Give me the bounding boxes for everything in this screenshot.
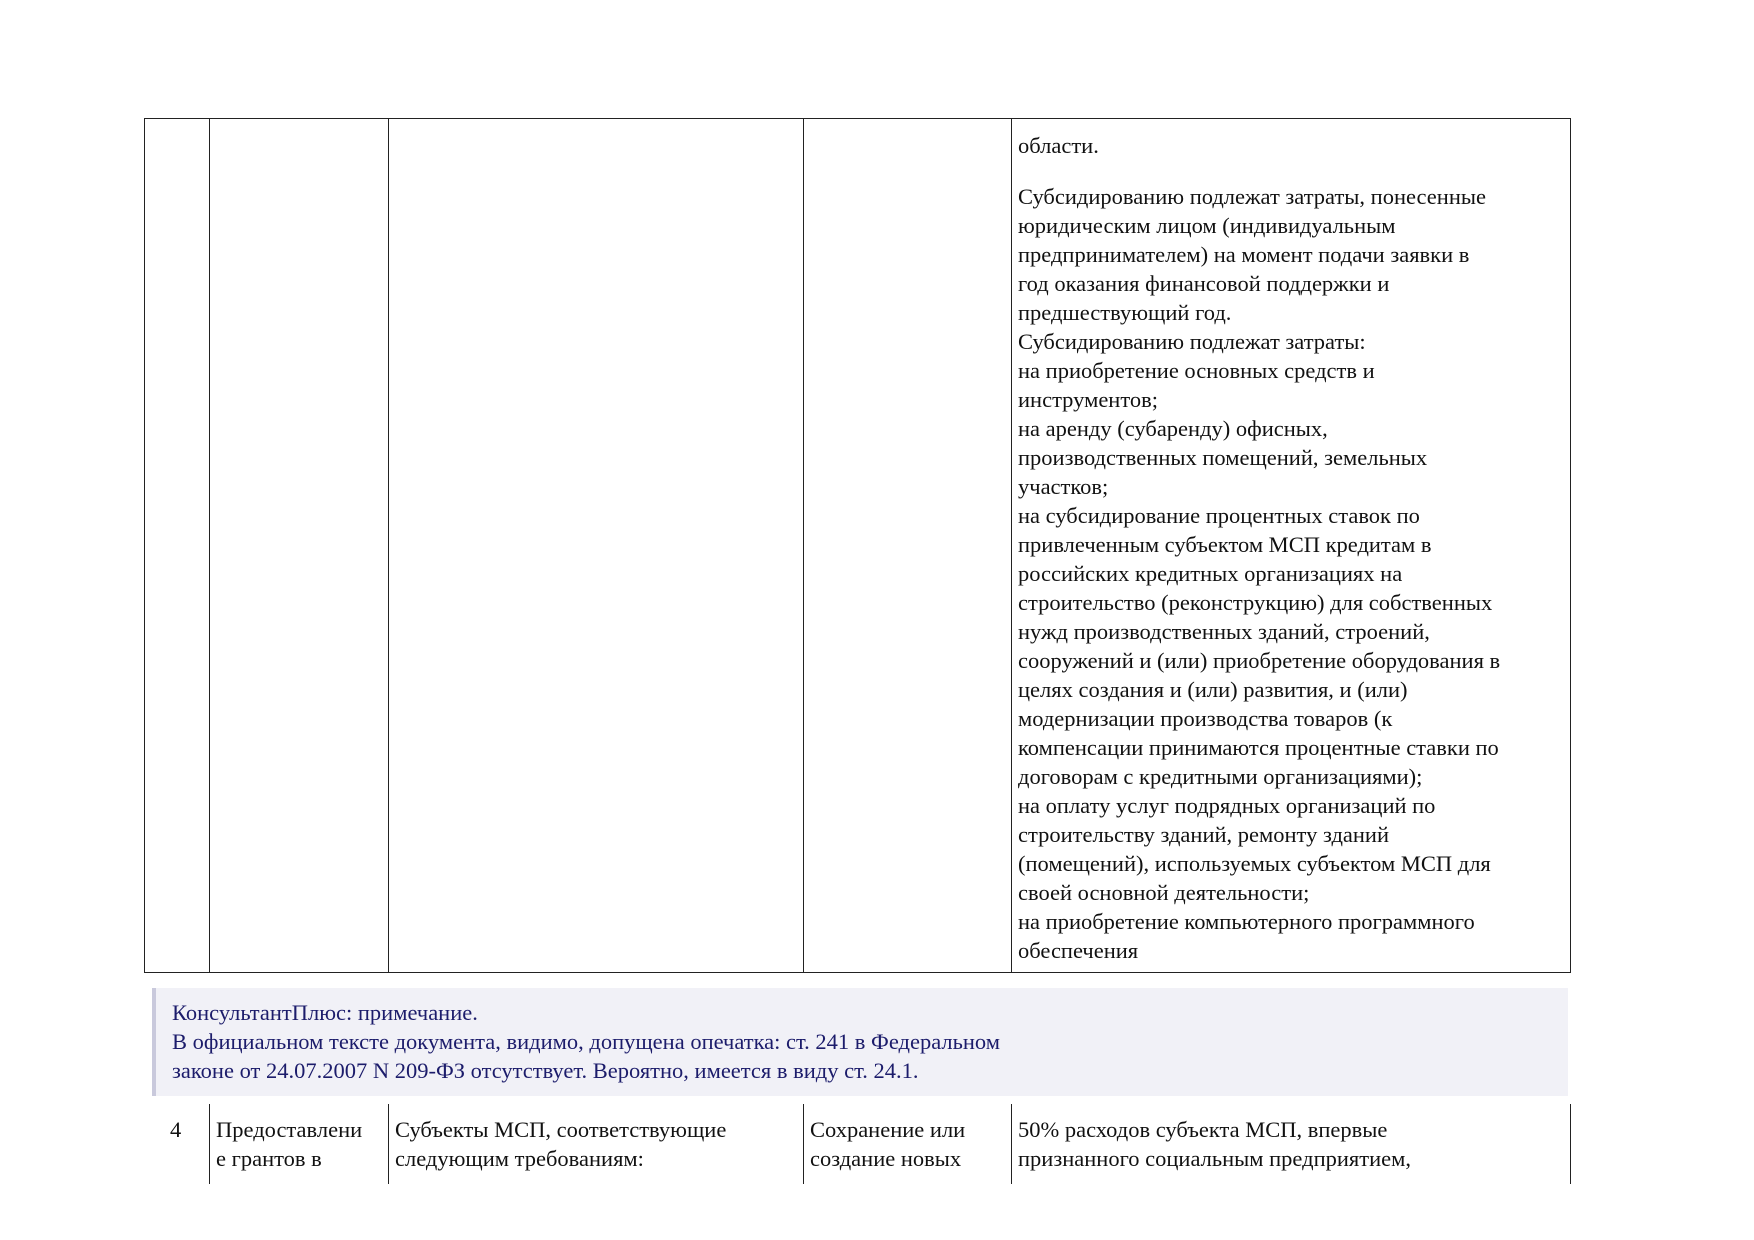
text-line: инструментов; (1018, 387, 1159, 412)
text-line: на субсидирование процентных ставок по (1018, 503, 1420, 528)
text-line: признанного социальным предприятием, (1018, 1146, 1411, 1171)
consultant-note (152, 988, 1568, 1096)
table-col-line-4 (1011, 118, 1012, 973)
table-col-line-1 (209, 118, 210, 973)
text-line: нужд производственных зданий, строений, (1018, 619, 1430, 644)
text-line: 50% расходов субъекта МСП, впервые (1018, 1117, 1388, 1142)
text-line: области. (1018, 133, 1099, 158)
text-line: предпринимателем) на момент подачи заявки в (1018, 242, 1470, 267)
text-line: российских кредитных организациях на (1018, 561, 1403, 586)
text-line: строительство (реконструкцию) для собственных (1018, 590, 1493, 615)
text-line: производственных помещений, земельных (1018, 445, 1428, 470)
table-top-border (144, 118, 1571, 119)
text-line: е грантов в (216, 1146, 322, 1171)
row4-conditions (1018, 1115, 1411, 1173)
text-line: год оказания финансовой поддержки и (1018, 271, 1390, 296)
text-line: (помещений), используемых субъектом МСП для (1018, 851, 1491, 876)
text-line: предшествующий год. (1018, 300, 1232, 325)
text-line: привлеченным субъектом МСП кредитам в (1018, 532, 1432, 557)
text-line: Сохранение или (810, 1117, 966, 1142)
row4-col-line-1 (209, 1104, 210, 1184)
table-col-line-5 (1570, 118, 1571, 973)
text-line: юридическим лицом (индивидуальным (1018, 213, 1396, 238)
text-line: на приобретение основных средств и (1018, 358, 1375, 383)
row4-col-line-3 (803, 1104, 804, 1184)
table-col-line-2 (388, 118, 389, 973)
text-line: целях создания и (или) развития, и (или) (1018, 677, 1408, 702)
row4-number: 4 (170, 1117, 182, 1142)
row4-col-line-2 (388, 1104, 389, 1184)
text-line: компенсации принимаются процентные ставки по (1018, 735, 1499, 760)
text-line: своей основной деятельности; (1018, 880, 1310, 905)
text-line: на приобретение компьютерного программного (1018, 909, 1475, 934)
text-line: строительству зданий, ремонту зданий (1018, 822, 1389, 847)
text-line: обеспечения (1018, 938, 1139, 963)
text-line: на оплату услуг подрядных организаций по (1018, 793, 1436, 818)
cell-conditions-text (1018, 182, 1500, 965)
text-line: сооружений и (или) приобретение оборудования в (1018, 648, 1501, 673)
note-line-2: законе от 24.07.2007 N 209-ФЗ отсутствует. Вероятно, имеется в виду ст. 24.1. (172, 1058, 919, 1083)
table-col-line-3 (803, 118, 804, 973)
cell-conditions-text-top (1018, 131, 1099, 160)
text-line: Субсидированию подлежат затраты: (1018, 329, 1366, 354)
text-line: создание новых (810, 1146, 962, 1171)
table-col-line-0 (144, 118, 145, 973)
text-line: участков; (1018, 474, 1109, 499)
note-title: КонсультантПлюс: примечание. (172, 1000, 478, 1025)
text-line: Субъекты МСП, соответствующие (395, 1117, 727, 1142)
text-line: договорам с кредитными организациями); (1018, 764, 1423, 789)
row4-support-type (216, 1115, 362, 1173)
text-line: Предоставлени (216, 1117, 363, 1142)
table-row-bottom-border (144, 972, 1571, 973)
text-line: модернизации производства товаров (к (1018, 706, 1393, 731)
note-line-1: В официальном тексте документа, видимо, допущена опечатка: ст. 241 в Федеральном (172, 1029, 1000, 1054)
row4-col-line-5 (1570, 1104, 1571, 1184)
row4-col-line-4 (1011, 1104, 1012, 1184)
row4-result (810, 1115, 965, 1173)
text-line: на аренду (субаренду) офисных, (1018, 416, 1328, 441)
text-line: следующим требованиям: (395, 1146, 644, 1171)
row4-recipients (395, 1115, 726, 1173)
text-line: Субсидированию подлежат затраты, понесенные (1018, 184, 1486, 209)
